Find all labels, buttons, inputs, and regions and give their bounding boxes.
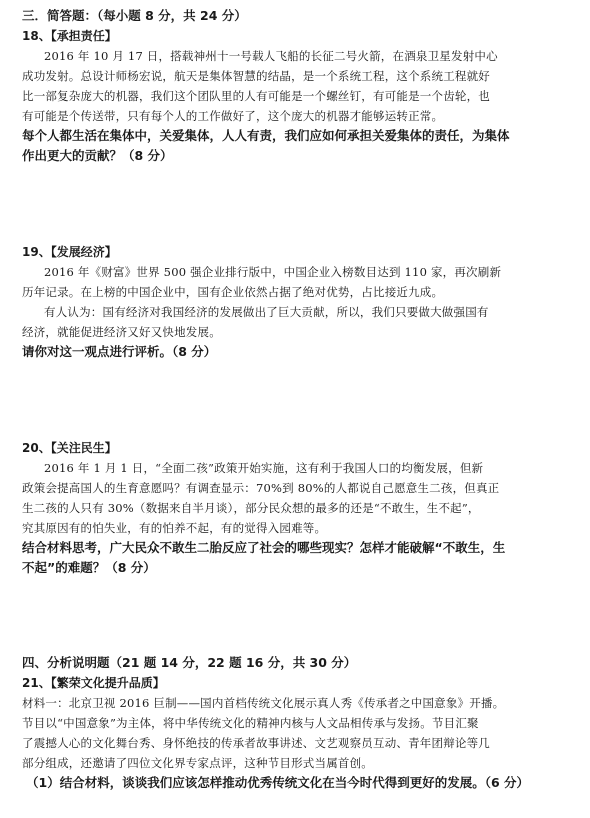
q18-line-1: 2016 年 10 月 17 日，搭载神州十一号载人飞船的长征二号火箭，在酒泉卫星发射中心 [44,49,498,63]
q19-line-1: 2016 年《财富》世界 500 强企业排行版中，中国企业入榜数目达到 110 家，再次刷新 [44,265,502,279]
q18-question-line-1: 每个人都生活在集体中，关爱集体，人人有责，我们应如何承担关爱集体的责任，为集体 [22,128,510,143]
q19-line-2: 历年记录。在上榜的中国企业中，国有企业依然占据了绝对优势，占比接近九成。 [22,285,444,299]
q20-line-3: 生二孩的人只有 30%（数据来自半月谈），部分民众想的最多的还是“不敢生，生不起”， [22,501,480,515]
q20-line-4: 究其原因有的怕失业，有的怕养不起，有的觉得入园难等。 [22,521,327,535]
q19-title: 19、【发展经济】 [22,245,117,259]
q20-line-1: 2016 年 1 月 1 日，“全面二孩”政策开始实施，这有利于我国人口的均衡发展，但新 [44,461,484,475]
q19-line-4: 经济，就能促进经济又好又快地发展。 [22,325,221,339]
q20-question-line-2: 不起”的难题？（8 分） [22,560,156,575]
q21-line-1: 材料一：北京卫视 2016 巨制——国内首档传统文化展示真人秀《传承者之中国意象》开播。 [22,696,505,710]
q20-title: 20、【关注民生】 [22,441,117,455]
q18-title: 18、【承担责任】 [22,29,117,43]
q19-line-3: 有人认为：国有经济对我国经济的发展做出了巨大贡献，所以，我们只要做大做强国有 [44,305,489,319]
q21-line-2: 节目以“中国意象”为主体，将中华传统文化的精神内核与人文品相传承与发扬。节目汇聚 [22,716,479,730]
q18-line-3: 比一部复杂庞大的机器，我们这个团队里的人有可能是一个螺丝钉，有可能是一个齿轮，也 [22,89,490,103]
q20-question-line-1: 结合材料思考，广大民众不敢生二胎反应了社会的哪些现实？怎样才能破解“不敢生，生 [22,540,506,555]
q21-title: 21、【繁荣文化提升品质】 [22,676,165,690]
q18-question-line-2: 作出更大的贡献？（8 分） [22,148,173,163]
q21-line-3: 了震撼人心的文化舞台秀、身怀绝技的传承者故事讲述、文艺观察员互动、青年团辩论等几 [22,736,490,750]
q19-question: 请你对这一观点进行评析。（8 分） [22,344,217,359]
q18-line-4: 有可能是个传送带，只有每个人的工作做好了，这个庞大的机器才能够运转正常。 [22,109,444,123]
q18-line-2: 成功发射。总设计师杨宏说，航天是集体智慧的结晶，是一个系统工程，这个系统工程就好 [22,69,490,83]
q21-question-1: （1）结合材料，谈谈我们应该怎样推动优秀传统文化在当今时代得到更好的发展。（6 分） [26,775,529,790]
section-four-heading: 四、分析说明题（21 题 14 分，22 题 16 分，共 30 分） [22,655,357,670]
section-three-heading: 三．简答题：（每小题 8 分，共 24 分） [22,8,247,23]
q20-line-2: 政策会提高国人的生育意愿吗？有调查显示：70%到 80%的人都说自己愿意生二孩，但真正 [22,481,500,495]
q21-line-4: 部分组成，还邀请了四位文化界专家点评，这种节目形式当属首创。 [22,756,373,770]
